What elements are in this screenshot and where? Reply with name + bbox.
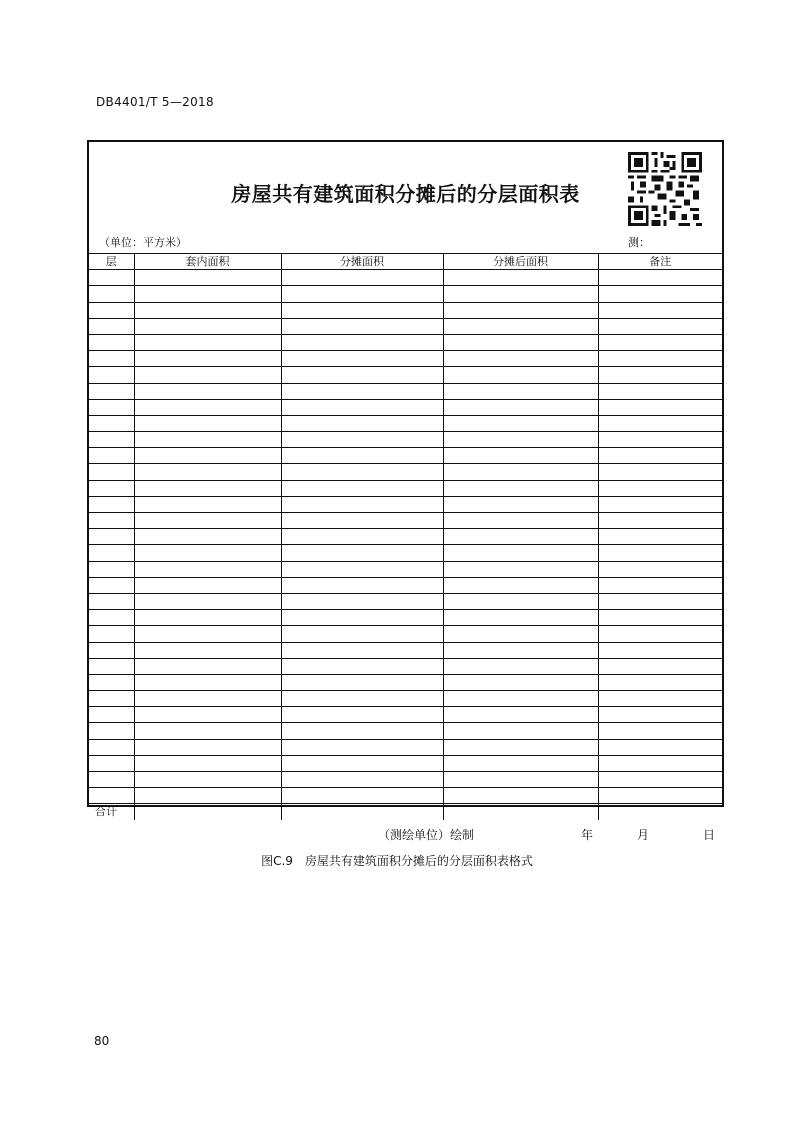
unit-label: （单位：平方米） xyxy=(99,236,187,249)
table-cell xyxy=(281,707,443,723)
table-row xyxy=(89,302,722,318)
table-cell xyxy=(89,367,134,383)
table-cell xyxy=(134,270,281,286)
signature-year: 年 xyxy=(581,828,594,842)
table-row xyxy=(89,513,722,529)
table-cell xyxy=(598,577,722,593)
table-cell xyxy=(89,464,134,480)
table-row xyxy=(89,448,722,464)
table-cell xyxy=(281,432,443,448)
qr-code-icon xyxy=(628,152,702,226)
table-cell xyxy=(134,739,281,755)
table-cell xyxy=(134,448,281,464)
floor-area-table xyxy=(89,253,722,820)
table-cell xyxy=(598,286,722,302)
table-cell xyxy=(598,318,722,334)
figure-caption: 图C.9 房屋共有建筑面积分摊后的分层面积表格式 xyxy=(261,854,533,868)
table-row xyxy=(89,496,722,512)
table-cell xyxy=(89,399,134,415)
table-cell xyxy=(89,286,134,302)
table-cell xyxy=(598,351,722,367)
total-cell xyxy=(281,804,443,820)
table-cell xyxy=(89,723,134,739)
table-cell xyxy=(134,464,281,480)
table-cell xyxy=(281,658,443,674)
table-cell xyxy=(598,334,722,350)
table-cell xyxy=(443,399,598,415)
table-cell xyxy=(134,707,281,723)
table-cell xyxy=(89,577,134,593)
table-cell xyxy=(89,448,134,464)
table-row xyxy=(89,755,722,771)
table-cell xyxy=(89,610,134,626)
table-cell xyxy=(281,415,443,431)
table-cell xyxy=(134,351,281,367)
total-cell xyxy=(134,804,281,820)
table-cell xyxy=(134,593,281,609)
table-cell xyxy=(89,334,134,350)
table-cell xyxy=(134,626,281,642)
table-cell xyxy=(89,383,134,399)
table-cell xyxy=(443,529,598,545)
table-cell xyxy=(134,399,281,415)
table-row xyxy=(89,642,722,658)
table-cell xyxy=(443,577,598,593)
table-row xyxy=(89,561,722,577)
table-cell xyxy=(443,545,598,561)
table-cell xyxy=(89,302,134,318)
table-cell xyxy=(281,513,443,529)
table-cell xyxy=(443,351,598,367)
table-cell xyxy=(89,270,134,286)
table-cell xyxy=(281,496,443,512)
standard-code: DB4401/T 5—2018 xyxy=(96,95,214,109)
table-cell xyxy=(134,480,281,496)
table-cell xyxy=(281,351,443,367)
table-cell xyxy=(598,513,722,529)
table-cell xyxy=(443,658,598,674)
table-cell xyxy=(134,577,281,593)
table-cell xyxy=(134,286,281,302)
table-cell xyxy=(443,496,598,512)
table-cell xyxy=(598,480,722,496)
table-cell xyxy=(134,383,281,399)
table-cell xyxy=(134,561,281,577)
table-cell xyxy=(281,286,443,302)
table-cell xyxy=(89,480,134,496)
table-cell xyxy=(598,788,722,804)
signature-unit-label: （测绘单位）绘制 xyxy=(378,828,475,842)
header-area-after-sharing: 分摊后面积 xyxy=(443,254,598,270)
table-cell xyxy=(281,318,443,334)
total-label: 合计 xyxy=(89,804,134,820)
table-cell xyxy=(598,399,722,415)
table-cell xyxy=(89,545,134,561)
table-row xyxy=(89,788,722,804)
table-cell xyxy=(598,674,722,690)
table-cell xyxy=(443,610,598,626)
page-number: 80 xyxy=(94,1034,110,1048)
survey-label: 测： xyxy=(628,236,650,249)
table-cell xyxy=(598,626,722,642)
signature-month: 月 xyxy=(637,828,650,842)
table-cell xyxy=(281,755,443,771)
table-row xyxy=(89,674,722,690)
table-cell xyxy=(281,561,443,577)
table-cell xyxy=(89,496,134,512)
table-cell xyxy=(89,642,134,658)
table-cell xyxy=(89,739,134,755)
table-row xyxy=(89,723,722,739)
table-cell xyxy=(89,674,134,690)
table-cell xyxy=(443,626,598,642)
table-row xyxy=(89,658,722,674)
signature-day: 日 xyxy=(703,828,716,842)
table-row xyxy=(89,399,722,415)
table-cell xyxy=(598,723,722,739)
table-cell xyxy=(89,772,134,788)
table-cell xyxy=(89,513,134,529)
table-cell xyxy=(134,642,281,658)
table-cell xyxy=(281,723,443,739)
table-cell xyxy=(281,334,443,350)
table-cell xyxy=(598,448,722,464)
table-cell xyxy=(443,432,598,448)
table-cell xyxy=(598,772,722,788)
table-cell xyxy=(281,383,443,399)
table-cell xyxy=(598,561,722,577)
table-cell xyxy=(281,626,443,642)
table-cell xyxy=(598,755,722,771)
table-cell xyxy=(443,755,598,771)
table-cell xyxy=(281,545,443,561)
header-shared-area: 分摊面积 xyxy=(281,254,443,270)
table-cell xyxy=(134,658,281,674)
table-cell xyxy=(89,561,134,577)
table-cell xyxy=(443,448,598,464)
table-row xyxy=(89,691,722,707)
table-cell xyxy=(281,577,443,593)
table-cell xyxy=(443,593,598,609)
table-cell xyxy=(443,788,598,804)
table-cell xyxy=(281,739,443,755)
table-cell xyxy=(598,545,722,561)
table-cell xyxy=(598,383,722,399)
table-cell xyxy=(281,367,443,383)
table-header-row xyxy=(89,254,722,270)
table-cell xyxy=(89,707,134,723)
table-row xyxy=(89,334,722,350)
table-row xyxy=(89,480,722,496)
table-cell xyxy=(443,691,598,707)
table-row xyxy=(89,351,722,367)
table-row xyxy=(89,739,722,755)
table-cell xyxy=(89,691,134,707)
table-cell xyxy=(598,691,722,707)
table-cell xyxy=(281,302,443,318)
table-cell xyxy=(443,772,598,788)
table-cell xyxy=(134,513,281,529)
table-cell xyxy=(281,270,443,286)
table-cell xyxy=(89,351,134,367)
table-cell xyxy=(89,318,134,334)
table-row xyxy=(89,415,722,431)
header-unit-area: 套内面积 xyxy=(134,254,281,270)
table-cell xyxy=(281,480,443,496)
table-cell xyxy=(134,302,281,318)
table-row xyxy=(89,593,722,609)
table-cell xyxy=(443,415,598,431)
table-cell xyxy=(598,642,722,658)
table-cell xyxy=(89,788,134,804)
table-cell xyxy=(89,529,134,545)
table-cell xyxy=(598,707,722,723)
table-cell xyxy=(598,415,722,431)
table-cell xyxy=(134,723,281,739)
table-cell xyxy=(281,642,443,658)
table-cell xyxy=(281,674,443,690)
table-cell xyxy=(281,399,443,415)
table-cell xyxy=(134,496,281,512)
table-row xyxy=(89,383,722,399)
table-cell xyxy=(598,658,722,674)
table-cell xyxy=(443,561,598,577)
table-cell xyxy=(443,302,598,318)
table-row xyxy=(89,367,722,383)
table-cell xyxy=(598,610,722,626)
table-cell xyxy=(89,432,134,448)
table-cell xyxy=(598,529,722,545)
table-row xyxy=(89,270,722,286)
table-cell xyxy=(281,772,443,788)
table-cell xyxy=(134,788,281,804)
table-cell xyxy=(134,432,281,448)
table-cell xyxy=(281,448,443,464)
table-row xyxy=(89,318,722,334)
header-floor: 层 xyxy=(89,254,134,270)
table-cell xyxy=(89,755,134,771)
table-row xyxy=(89,577,722,593)
table-cell xyxy=(281,788,443,804)
table-cell xyxy=(598,432,722,448)
total-cell xyxy=(598,804,722,820)
table-cell xyxy=(134,674,281,690)
table-cell xyxy=(281,529,443,545)
table-cell xyxy=(134,529,281,545)
table-row xyxy=(89,432,722,448)
table-cell xyxy=(134,415,281,431)
table-cell xyxy=(598,270,722,286)
table-cell xyxy=(89,626,134,642)
table-cell xyxy=(443,480,598,496)
table-cell xyxy=(134,318,281,334)
table-cell xyxy=(134,772,281,788)
table-row xyxy=(89,772,722,788)
table-cell xyxy=(443,513,598,529)
table-cell xyxy=(134,691,281,707)
table-cell xyxy=(281,691,443,707)
table-cell xyxy=(598,302,722,318)
table-cell xyxy=(281,593,443,609)
table-row xyxy=(89,707,722,723)
table-cell xyxy=(89,658,134,674)
table-cell xyxy=(89,415,134,431)
table-cell xyxy=(443,367,598,383)
table-row xyxy=(89,545,722,561)
table-cell xyxy=(134,367,281,383)
table-cell xyxy=(134,755,281,771)
floor-area-form xyxy=(87,140,724,818)
table-cell xyxy=(134,545,281,561)
table-cell xyxy=(598,496,722,512)
table-cell xyxy=(443,464,598,480)
table-cell xyxy=(443,739,598,755)
table-cell xyxy=(443,723,598,739)
table-cell xyxy=(443,642,598,658)
table-cell xyxy=(134,334,281,350)
table-cell xyxy=(443,383,598,399)
table-row xyxy=(89,464,722,480)
table-cell xyxy=(281,610,443,626)
table-cell xyxy=(598,739,722,755)
table-cell xyxy=(598,464,722,480)
table-cell xyxy=(443,318,598,334)
table-cell xyxy=(443,707,598,723)
total-row xyxy=(89,804,722,820)
header-remarks: 备注 xyxy=(598,254,722,270)
table-row xyxy=(89,610,722,626)
table-cell xyxy=(598,367,722,383)
table-cell xyxy=(134,610,281,626)
table-row xyxy=(89,626,722,642)
table-cell xyxy=(443,334,598,350)
total-cell xyxy=(443,804,598,820)
table-cell xyxy=(443,270,598,286)
table-row xyxy=(89,286,722,302)
table-cell xyxy=(443,674,598,690)
table-row xyxy=(89,529,722,545)
table-cell xyxy=(443,286,598,302)
table-cell xyxy=(598,593,722,609)
table-cell xyxy=(281,464,443,480)
table-cell xyxy=(89,593,134,609)
form-title: 房屋共有建筑面积分摊后的分层面积表 xyxy=(231,182,580,206)
